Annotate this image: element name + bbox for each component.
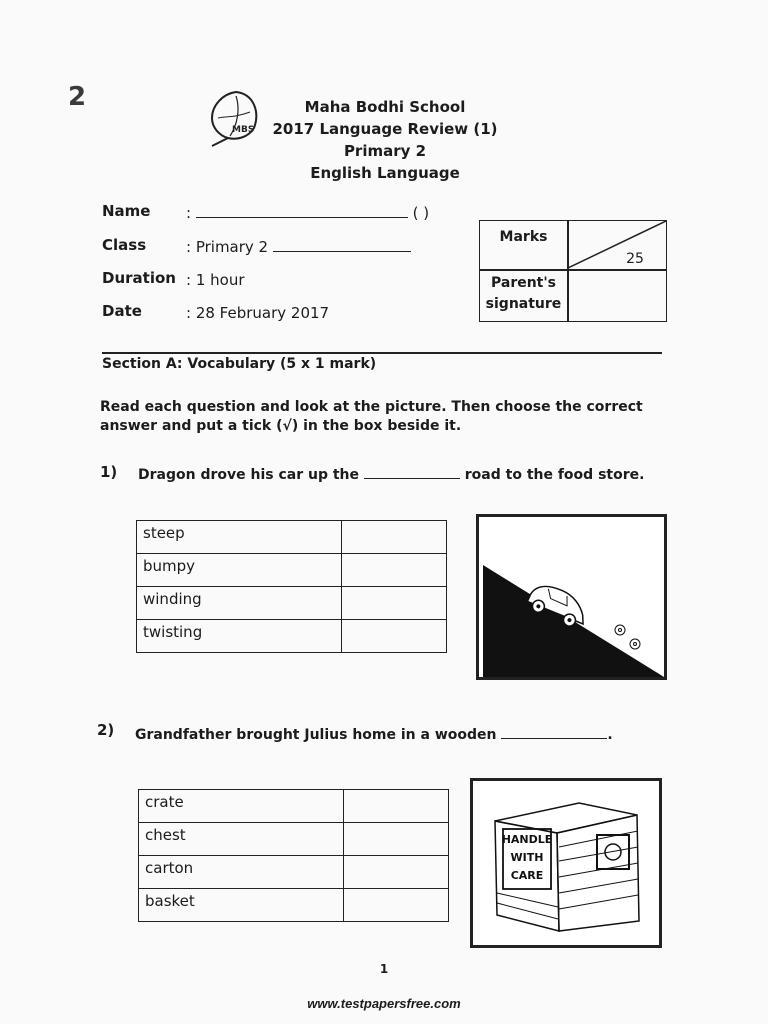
question-1-text [138,465,644,483]
tick-box[interactable] [344,823,449,856]
parent-label-line2: signature [485,296,562,312]
page-number-bottom: 1 [379,962,389,976]
exam-header [250,96,520,184]
question-2-text-before: Grandfather brought Julius home in a wooden [135,727,497,743]
parent-signature-field[interactable] [569,271,666,321]
tick-box[interactable] [344,790,449,823]
exam-title: 2017 Language Review (1) [272,120,498,138]
duration-label: Duration [102,269,176,287]
logo-text: MBS [232,125,255,135]
option-label: bumpy [137,554,342,587]
question-2-text [135,725,613,743]
crate-label-line3: CARE [510,869,544,882]
question-1-text-after: road to the food store. [464,467,645,483]
date-value: : 28 February 2017 [186,304,330,322]
question-2-blank [501,725,607,739]
car-on-hill-illustration [479,517,664,677]
exam-subject: English Language [310,164,460,182]
marks-total: 25 [626,251,644,267]
option-label: twisting [137,620,342,653]
footer-url[interactable]: www.testpapersfree.com [307,996,461,1011]
option-label: chest [139,823,344,856]
section-divider [102,352,662,354]
question-1-blank [364,465,460,479]
question-2-text-after: . [607,727,613,743]
section-title: Section A: Vocabulary (5 x 1 mark) [102,356,377,372]
date-label: Date [102,302,142,320]
tick-box[interactable] [342,620,447,653]
name-colon: : [186,204,196,222]
tick-box[interactable] [342,587,447,620]
question-2-options [138,789,449,922]
exam-level: Primary 2 [343,142,427,160]
crate-illustration [473,781,659,945]
school-name: Maha Bodhi School [304,98,466,116]
option-label: basket [139,889,344,922]
option-label: winding [137,587,342,620]
tick-box[interactable] [344,856,449,889]
marks-box [479,220,667,322]
question-2-picture [470,778,662,948]
option-row [137,521,447,554]
option-row [137,620,447,653]
option-label: carton [139,856,344,889]
instructions: Read each question and look at the picture. Then choose the correct answer and put a tick (√) in the box beside it. [100,399,643,434]
class-blank[interactable] [273,238,411,252]
class-field[interactable] [186,238,411,256]
parent-signature-label [480,273,567,315]
question-1-options [136,520,447,653]
option-row [139,856,449,889]
option-label: crate [139,790,344,823]
option-row [137,554,447,587]
name-label: Name [102,202,151,220]
name-blank[interactable] [196,204,408,218]
option-row [139,889,449,922]
crate-label-line1: HANDLE [501,833,553,846]
tick-box[interactable] [342,554,447,587]
option-row [139,790,449,823]
name-field[interactable] [186,204,429,222]
marks-label: Marks [499,229,548,245]
marks-diagonal [568,221,666,269]
class-value: : Primary 2 [186,238,269,256]
option-row [139,823,449,856]
duration-value: : 1 hour [186,271,245,289]
question-2-number: 2) [97,721,115,739]
question-1-number: 1) [100,463,118,481]
option-row [137,587,447,620]
parent-label-line1: Parent's [490,275,556,291]
tick-box[interactable] [342,521,447,554]
page-number-top: 2 [68,82,87,112]
question-1-picture [476,514,667,680]
register-number-paren: ( ) [412,204,430,222]
flower-icon [615,625,640,649]
crate-label-line2: WITH [510,851,544,864]
tick-box[interactable] [344,889,449,922]
option-label: steep [137,521,342,554]
class-label: Class [102,236,147,254]
question-1-text-before: Dragon drove his car up the [138,467,360,483]
